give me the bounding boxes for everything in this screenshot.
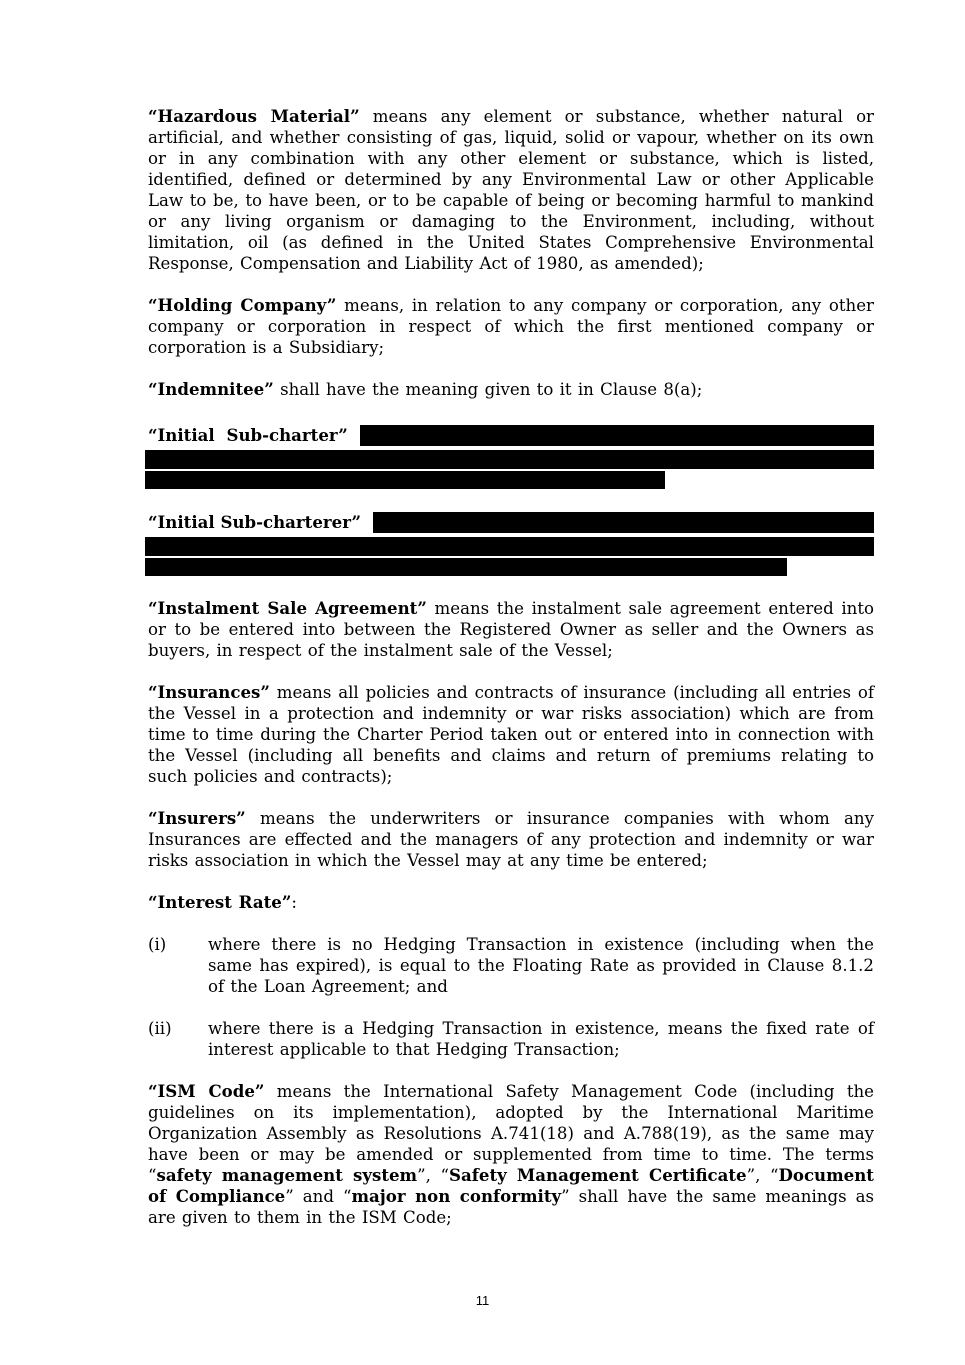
- redaction-bar: [145, 450, 874, 469]
- list-body: where there is no Hedging Transaction in existence (including when the same has expired), is equal to the Floating Rate as provided in Clause 8.1.2 of the Loan Agreement; and: [208, 935, 874, 996]
- definition-term: “Insurers”: [148, 808, 246, 828]
- definition-term: “ISM Code”: [148, 1081, 265, 1101]
- definition-body: ” shall have the same meanings as are given to them in the ISM Code;: [148, 1187, 875, 1227]
- redaction-bar: [373, 512, 874, 533]
- definition-term: “Initial Sub-charter”: [148, 424, 348, 445]
- redaction-bar: [145, 537, 874, 556]
- definition-hazardous-material: [148, 106, 874, 274]
- definition-term: “Initial Sub-charterer”: [148, 511, 362, 532]
- inline-term: Safety Management Certificate: [449, 1165, 747, 1185]
- definition-body: means, in relation to any company or corporation, any other company or corporation in respect of which the first mentioned company or corporation is a Subsidiary;: [148, 296, 874, 357]
- interest-rate-item-ii: [148, 1018, 874, 1060]
- redacted-definition-line: [148, 511, 874, 533]
- definition-holding-company: [148, 295, 874, 358]
- definition-term: “Hazardous Material”: [148, 106, 360, 126]
- inline-term: major non conformity: [351, 1186, 562, 1206]
- definition-body: means all policies and contracts of insurance (including all entries of the Vessel in a protection and indemnity or war risks association) which are from time to time during the Charter Period taken out or entered into in connection with the Vessel (including all benefits and claims and return of premiums relating to such policies and contracts);: [148, 683, 874, 786]
- definition-indemnitee: [148, 379, 874, 400]
- definition-term: “Holding Company”: [148, 295, 337, 315]
- inline-term: Document of Compliance: [148, 1165, 874, 1206]
- definition-instalment-sale-agreement: [148, 598, 874, 661]
- definition-body: ”, “: [746, 1166, 779, 1185]
- definition-term: “Insurances”: [148, 682, 270, 702]
- definition-body: means any element or substance, whether natural or artificial, and whether consisting of gas, liquid, solid or vapour, whether on its own or in any combination with any other element or substance, which is listed, identified, defined or determined by any Environmental Law or other Applicable Law to be, to have been, or to be capable of being or becoming harmful to mankind or any living organism or damaging to the Environment, including, without limitation, oil (as defined in the United States Comprehensive Environmental Response, Compensation and Liability Act of 1980, as amended);: [148, 107, 874, 273]
- definition-body: shall have the meaning given to it in Clause 8(a);: [273, 380, 703, 399]
- inline-term: safety management system: [156, 1165, 418, 1185]
- list-marker: (ii): [148, 1019, 172, 1038]
- definition-body: :: [291, 893, 297, 912]
- definition-body: means the International Safety Management Code (including the guidelines on its implementation), adopted by the International Maritime Organization Assembly as Resolutions A.741(18) and A.788(19), as the same may have been or may be amended or supplemented from time to time. The terms “: [148, 1082, 874, 1185]
- document-content: [148, 106, 874, 1249]
- definition-term: “Instalment Sale Agreement”: [148, 598, 427, 618]
- list-body: where there is a Hedging Transaction in existence, means the fixed rate of interest applicable to that Hedging Transaction;: [208, 1019, 874, 1059]
- page-number: 11: [475, 1293, 490, 1308]
- definition-body: means the instalment sale agreement entered into or to be entered into between the Registered Owner as seller and the Owners as buyers, in respect of the instalment sale of the Vessel;: [148, 599, 874, 660]
- definition-insurances: [148, 682, 874, 787]
- definition-initial-sub-charterer: [148, 511, 874, 576]
- definition-body: means the underwriters or insurance companies with whom any Insurances are effected and the managers of any protection and indemnity or war risks association in which the Vessel may at any time be entered;: [148, 809, 874, 870]
- redaction-bar: [145, 471, 665, 489]
- definition-ism-code: [148, 1081, 874, 1228]
- list-marker: (i): [148, 935, 167, 954]
- definition-interest-rate: [148, 892, 874, 913]
- definition-term: “Indemnitee”: [148, 379, 274, 399]
- redaction-bar: [360, 425, 874, 446]
- definition-initial-sub-charter: [148, 424, 874, 489]
- definition-body: ”, “: [417, 1166, 450, 1185]
- interest-rate-item-i: [148, 934, 874, 997]
- definition-insurers: [148, 808, 874, 871]
- definition-body: ” and “: [285, 1187, 352, 1206]
- redaction-bar: [145, 558, 787, 576]
- redacted-definition-line: [148, 424, 874, 446]
- definition-term: “Interest Rate”: [148, 892, 292, 912]
